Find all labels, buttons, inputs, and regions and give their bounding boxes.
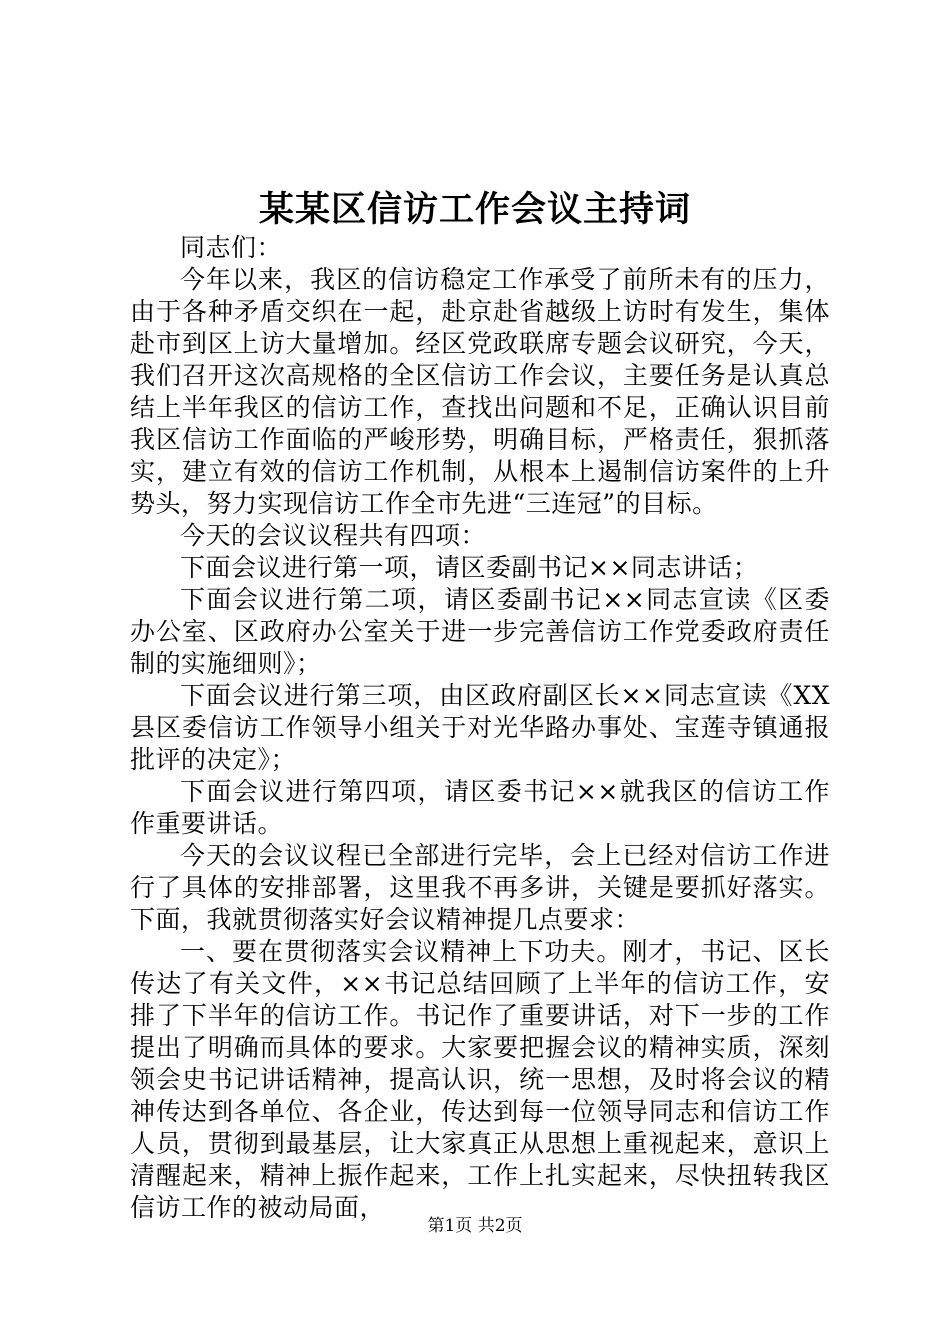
paragraph-intro: 今年以来，我区的信访稳定工作承受了前所未有的压力，由于各种矛盾交织在一起，赴京赴省越级上访时有发生，集体赴市到区上访大量增加。经区党政联席专题会议研究，今天，我们召开这次高规格的全区信访工作会议，主要任务是认真总结上半年我区的信访工作，查找出问题和不足，正确认识目前我区信访工作面临的严峻形势，明确目标，严格责任，狠抓落实，建立有效的信访工作机制，从根本上遏制信访案件的上升势头，努力实现信访工作全市先进“三连冠”的目标。 bbox=[130, 265, 830, 518]
paragraph-conclusion: 今天的会议议程已全部进行完毕，会上已经对信访工作进行了具体的安排部署，这里我不再多讲，关键是要抓好落实。下面，我就贯彻落实好会议精神提几点要求： bbox=[130, 841, 830, 934]
paragraph-item-3: 下面会议进行第三项，由区政府副区长××同志宣读《XX县区委信访工作领导小组关于对光华路办事处、宝莲寺镇通报批评的决定》； bbox=[130, 681, 830, 774]
page-number-footer: 第1页 共2页 bbox=[427, 1216, 523, 1236]
paragraph-requirement-1: 一、要在贯彻落实会议精神上下功夫。刚才，书记、区长传达了有关文件，××书记总结回顾了上半年的信访工作，安排了下半年的信访工作。书记作了重要讲话，对下一步的工作提出了明确而具体的要求。大家要把握会议的精神实质，深刻领会史书记讲话精神，提高认识，统一思想，及时将会议的精神传达到各单位、各企业，传达到每一位领导同志和信访工作人员，贯彻到最基层，让大家真正从思想上重视起来，意识上清醒起来，精神上振作起来，工作上扎实起来，尽快扭转我区信访工作的被动局面， bbox=[130, 937, 830, 1222]
paragraph-item-1: 下面会议进行第一项，请区委副书记××同志讲话； bbox=[180, 553, 759, 582]
document-title: 某某区信访工作会议主持词 bbox=[258, 189, 691, 230]
paragraph-agenda: 今天的会议议程共有四项： bbox=[180, 521, 487, 550]
paragraph-salutation: 同志们： bbox=[180, 233, 283, 262]
paragraph-item-4: 下面会议进行第四项，请区委书记××就我区的信访工作作重要讲话。 bbox=[130, 777, 830, 838]
paragraph-item-2: 下面会议进行第二项，请区委副书记××同志宣读《区委办公室、区政府办公室关于进一步完善信访工作党委政府责任制的实施细则》； bbox=[130, 585, 830, 678]
document-body bbox=[130, 232, 830, 1224]
